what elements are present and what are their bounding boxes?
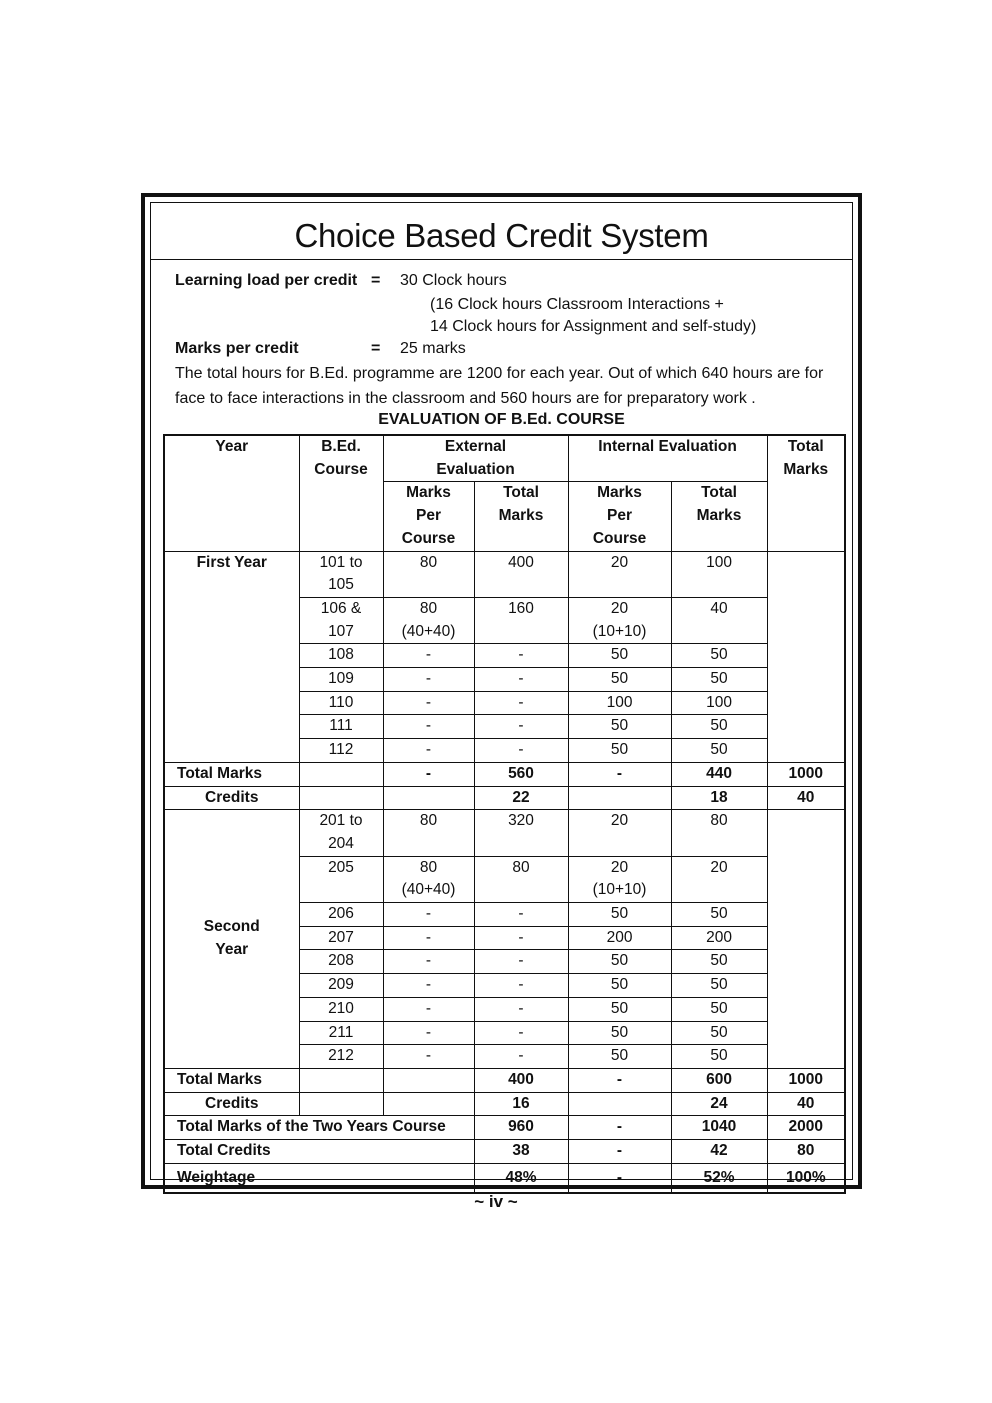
- header-int-marks-per-course: Marks Per Course: [568, 482, 671, 551]
- load-detail-2: 14 Clock hours for Assignment and self-study): [430, 318, 757, 335]
- table-row: 111 - - 50 50: [164, 715, 845, 739]
- table-row: 210 - - 50 50: [164, 997, 845, 1021]
- header-total: Total Marks: [767, 435, 845, 551]
- header-ext-marks-per-course: Marks Per Course: [383, 482, 474, 551]
- summary-total-credits-row: Total Credits 38 - 42 80: [164, 1140, 845, 1164]
- table-row: 209 - - 50 50: [164, 974, 845, 998]
- table-row: 106 & 107 80 (40+40) 160 20 (10+10) 40: [164, 597, 845, 643]
- evaluation-heading: EVALUATION OF B.Ed. COURSE: [378, 411, 625, 428]
- header-row-1: [164, 435, 845, 482]
- header-internal: Internal Evaluation: [568, 435, 767, 482]
- header-course: B.Ed. Course: [299, 435, 383, 551]
- second-year-total-marks-row: Total Marks 400 - 600 1000: [164, 1068, 845, 1092]
- marks-value: 25 marks: [400, 340, 466, 357]
- first-year-label: First Year: [164, 551, 299, 762]
- header-int-total-marks: Total Marks: [671, 482, 767, 551]
- summary-weightage-row: Weightage 48% - 52% 100%: [164, 1163, 845, 1193]
- first-year-credits-row: Credits 22 18 40: [164, 786, 845, 810]
- table-row: 108 - - 50 50: [164, 644, 845, 668]
- table-row: 207 - - 200 200: [164, 926, 845, 950]
- header-ext-total-marks: Total Marks: [474, 482, 568, 551]
- table-row: Second Year 201 to 204 80 320 20 80: [164, 810, 845, 856]
- table-row: 112 - - 50 50: [164, 739, 845, 763]
- page-number: ~ iv ~: [474, 1192, 518, 1211]
- table-row: 208 - - 50 50: [164, 950, 845, 974]
- second-year-credits-row: Credits 16 24 40: [164, 1092, 845, 1116]
- load-detail-1: (16 Clock hours Classroom Interactions +: [430, 296, 724, 313]
- table-row: 205 80 (40+40) 80 20 (10+10) 20: [164, 856, 845, 902]
- page-border-outer: [141, 193, 862, 1189]
- table-row: 110 - - 100 100: [164, 691, 845, 715]
- table-row: 206 - - 50 50: [164, 903, 845, 927]
- table-row: First Year 101 to 105 80 400 20 100: [164, 551, 845, 597]
- header-year: Year: [164, 435, 299, 551]
- page-border-inner: [150, 202, 853, 1186]
- first-year-total-blank: [767, 551, 845, 762]
- hours-paragraph-line-2: face to face interactions in the classroom and 560 hours are for preparatory work .: [175, 390, 756, 407]
- hours-paragraph-line-1: The total hours for B.Ed. programme are 1200 for each year. Out of which 640 hours are for: [175, 365, 824, 382]
- table-row: 109 - - 50 50: [164, 668, 845, 692]
- marks-label: Marks per credit: [175, 340, 299, 357]
- header-external: External Evaluation: [383, 435, 568, 482]
- second-year-total-blank: [767, 810, 845, 1069]
- load-eq: =: [371, 272, 381, 289]
- table-row: 211 - - 50 50: [164, 1021, 845, 1045]
- evaluation-table: [163, 434, 846, 1194]
- page-title: Choice Based Credit System: [294, 217, 709, 254]
- second-year-label: Second Year: [164, 810, 299, 1069]
- hours-paragraph: [175, 361, 840, 411]
- first-year-total-marks-row: Total Marks - 560 - 440 1000: [164, 762, 845, 786]
- load-label: Learning load per credit: [175, 272, 358, 289]
- table-row: 212 - - 50 50: [164, 1045, 845, 1069]
- marks-eq: =: [371, 340, 381, 357]
- load-value: 30 Clock hours: [400, 272, 507, 289]
- title-band: [151, 203, 852, 260]
- summary-total-marks-row: Total Marks of the Two Years Course 960 - 1040 2000: [164, 1116, 845, 1140]
